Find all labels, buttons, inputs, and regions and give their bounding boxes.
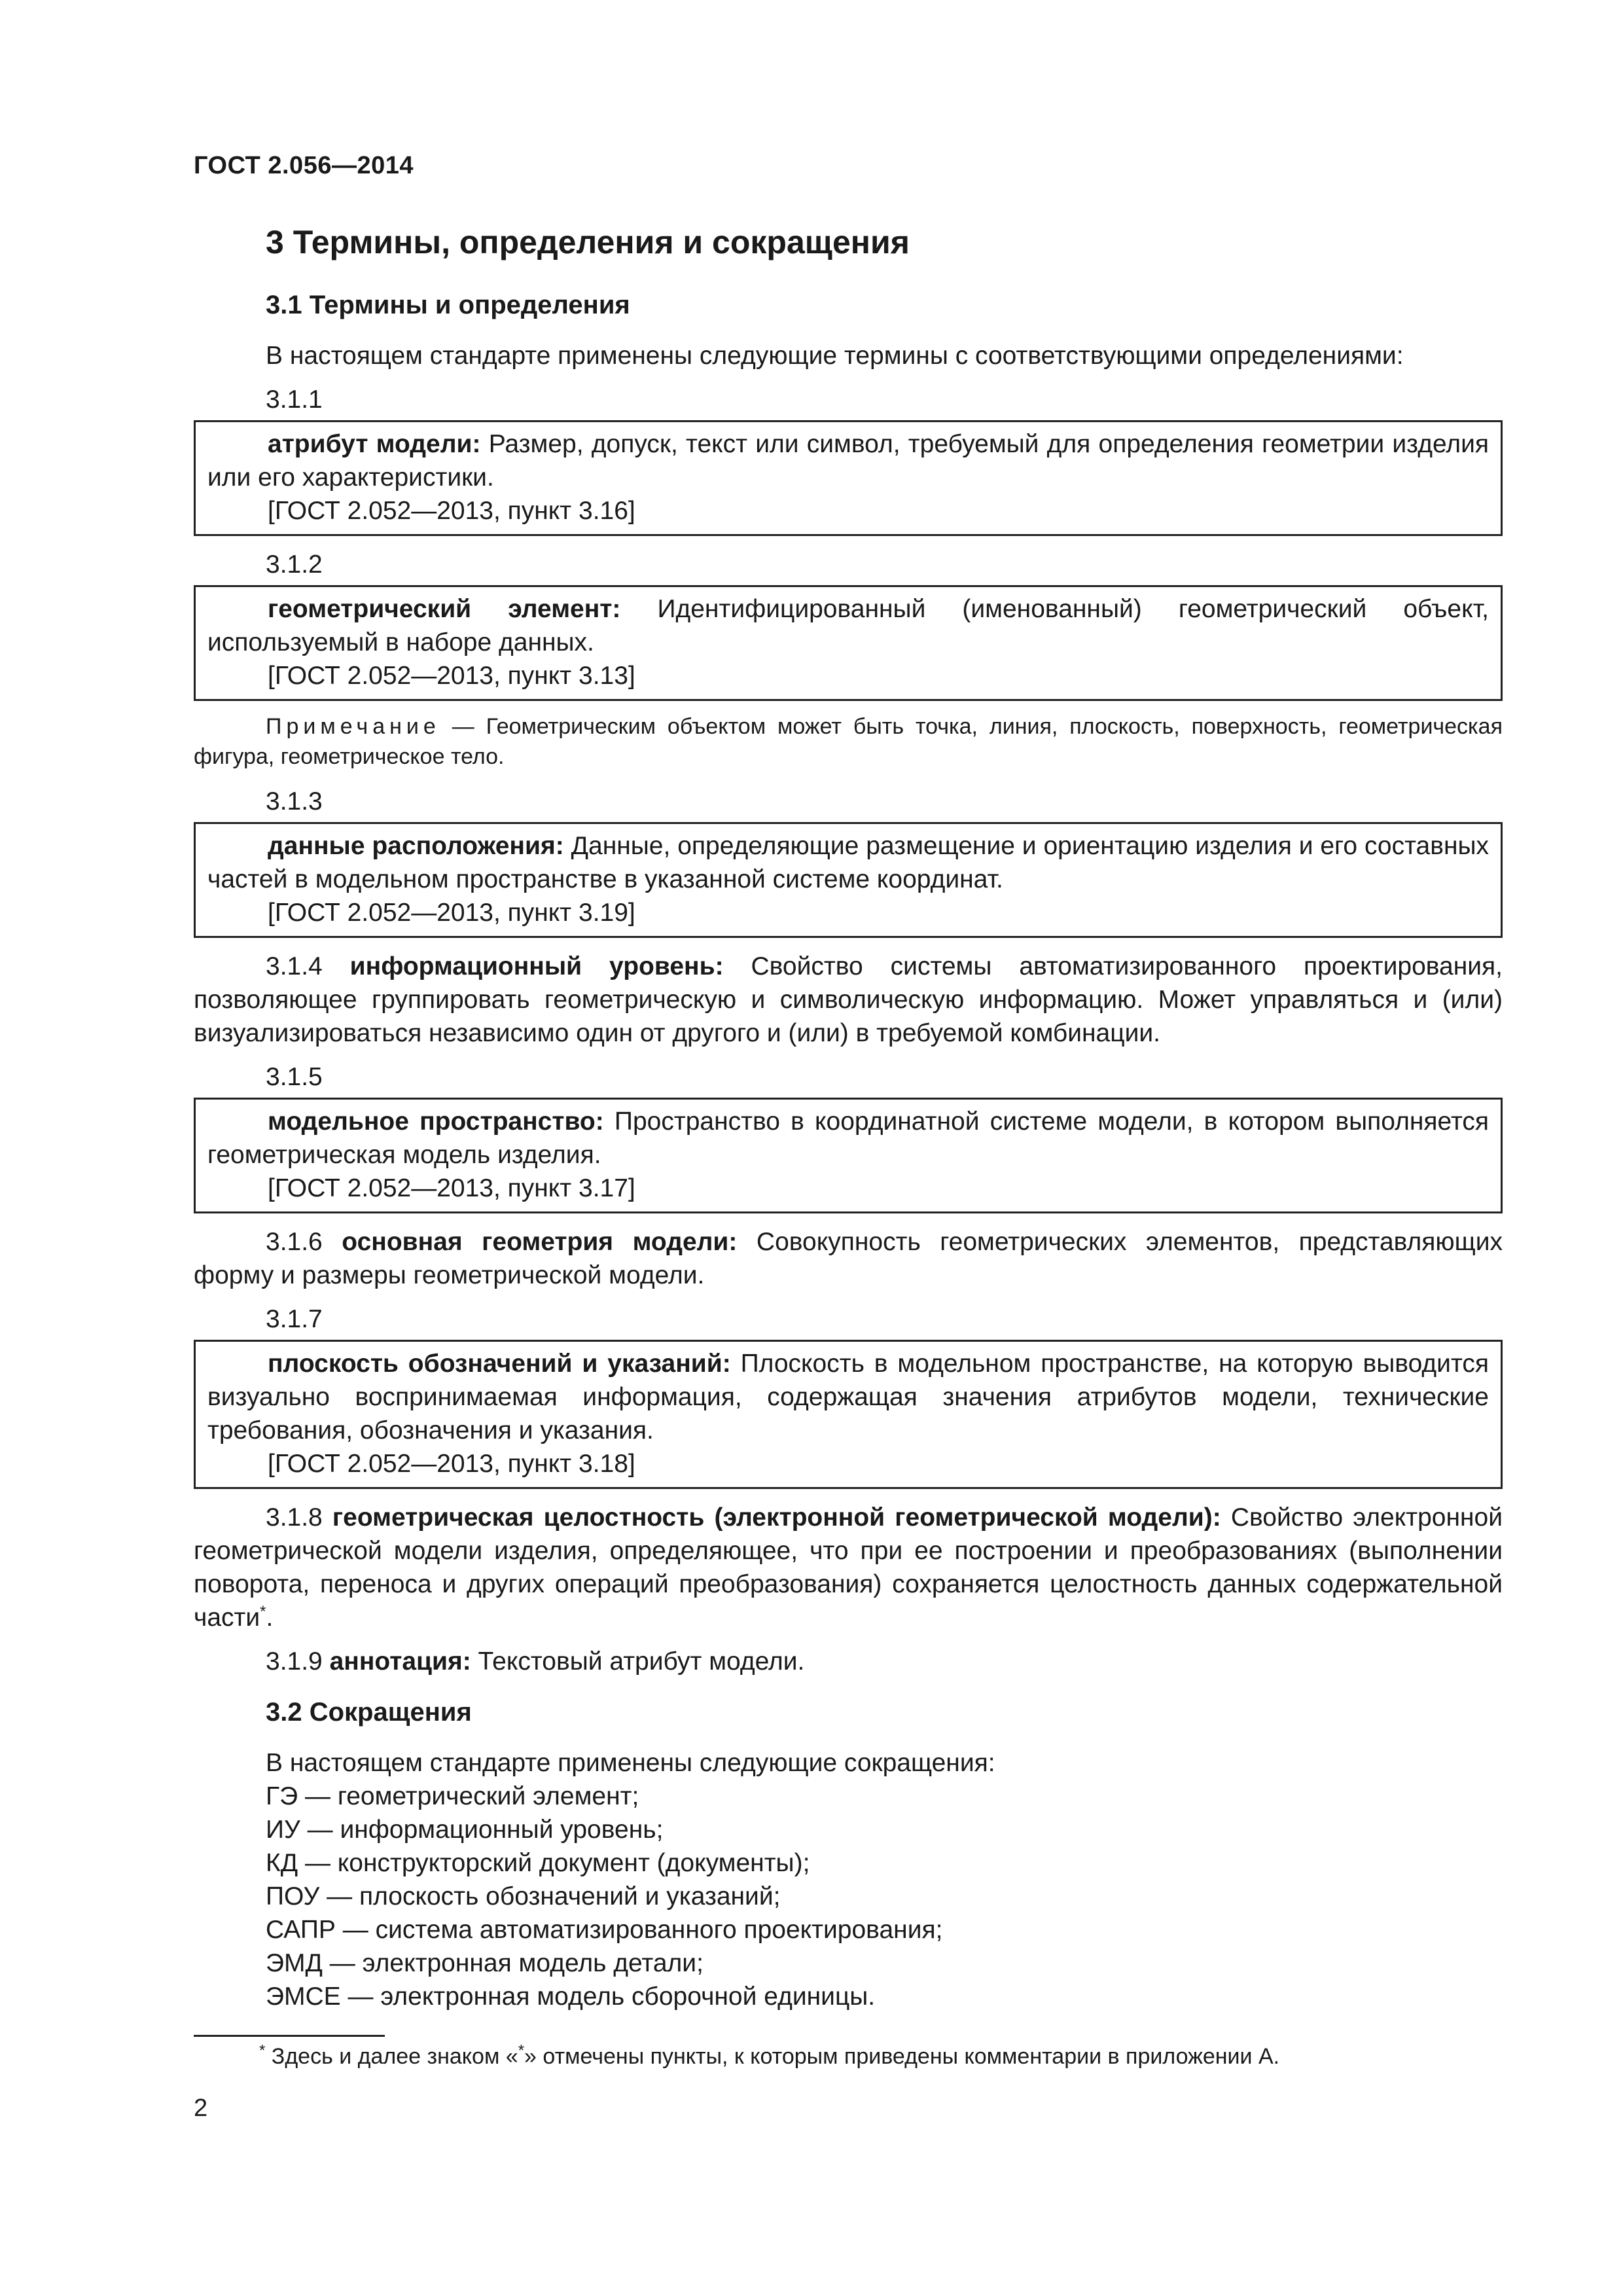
list-item: ЭМД — электронная модель детали;: [266, 1949, 704, 1977]
list-item: САПР — система автоматизированного проектирования;: [266, 1916, 943, 1944]
term-number: 3.1.3: [266, 787, 323, 816]
term-source: [ГОСТ 2.052—2013, пункт 3.16]: [268, 497, 635, 525]
sentence-end: .: [266, 1604, 274, 1632]
document-id-header: ГОСТ 2.056—2014: [194, 152, 414, 179]
term-number: 3.1.2: [266, 550, 323, 579]
term-definition: [207, 592, 1489, 659]
term-text: Идентифицированный (именованный) геометрический объект, используемый в наборе данных.: [207, 595, 1489, 656]
page-number: 2: [194, 2094, 208, 2122]
footnote: [259, 2042, 1279, 2071]
term-box: [194, 585, 1503, 701]
term-name: модельное пространство:: [268, 1107, 604, 1136]
term-name: основная геометрия модели:: [342, 1228, 738, 1256]
note-label: Примечание: [266, 714, 440, 739]
term-name: атрибут модели:: [268, 430, 481, 458]
term-number: 3.1.4: [266, 952, 350, 980]
term-source: [ГОСТ 2.052—2013, пункт 3.17]: [268, 1174, 635, 1202]
term-source: [ГОСТ 2.052—2013, пункт 3.19]: [268, 899, 635, 927]
term-box: [194, 420, 1503, 536]
term-name: аннотация:: [329, 1647, 471, 1676]
term-number: 3.1.5: [266, 1063, 323, 1091]
term-number: 3.1.9: [266, 1647, 330, 1676]
term-name: информационный уровень:: [349, 952, 724, 980]
list-item: ЭМСЕ — электронная модель сборочной единицы.: [266, 1982, 876, 2011]
terms-intro: В настоящем стандарте применены следующие термины с соответствующими определениями:: [266, 342, 1404, 370]
term-paragraph: [194, 1225, 1503, 1292]
term-definition: [207, 829, 1489, 896]
term-number: 3.1.1: [266, 386, 323, 414]
term-text: Данные, определяющие размещение и ориентацию изделия и его составных частей в модельном пространстве в указанной системе координат.: [207, 832, 1489, 893]
note-text: — Геометрическим объектом может быть точка, линия, плоскость, поверхность, геометрическая фигура, геометрическое тело.: [194, 714, 1503, 769]
subsection-title-abbreviations: 3.2 Сокращения: [266, 1698, 472, 1727]
list-item: КД — конструкторский документ (документы);: [266, 1849, 810, 1877]
list-item: ИУ — информационный уровень;: [266, 1816, 664, 1844]
footnote-text-start: Здесь и далее знаком «: [265, 2044, 518, 2069]
subsection-title-terms: 3.1 Термины и определения: [266, 291, 630, 319]
term-number: 3.1.7: [266, 1305, 323, 1333]
term-text: Свойство электронной геометрической модели изделия, определяющее, что при ее построении и преобразованиях (выполнении поворота, переноса и других операций преобразования) сохраняется целостность данных содержательной части: [194, 1503, 1503, 1632]
term-name: данные расположения:: [268, 832, 564, 860]
term-text: Пространство в координатной системе модели, в котором выполняется геометрическая модель изделия.: [207, 1107, 1489, 1169]
term-text: Размер, допуск, текст или символ, требуемый для определения геометрии изделия или его характеристики.: [207, 430, 1489, 492]
note: [194, 711, 1503, 772]
abbreviations-intro: В настоящем стандарте применены следующие сокращения:: [266, 1749, 995, 1777]
term-definition: [207, 1347, 1489, 1447]
term-paragraph: [194, 1501, 1503, 1634]
page-content: [194, 223, 1503, 2013]
footnote-reference[interactable]: *: [260, 1603, 266, 1621]
footnote-mark: *: [259, 2041, 266, 2060]
list-item: ГЭ — геометрический элемент;: [266, 1782, 639, 1810]
term-paragraph: [194, 950, 1503, 1050]
section-title: 3 Термины, определения и сокращения: [266, 224, 910, 260]
term-definition: [207, 1105, 1489, 1172]
footnote-divider: [194, 2035, 385, 2037]
list-item: ПОУ — плоскость обозначений и указаний;: [266, 1882, 781, 1910]
term-text: Свойство системы автоматизированного проектирования, позволяющее группировать геометрическую и символическую информацию. Может управляться и (или) визуализироваться независимо один от другого и (или) в требуемой комбинации.: [194, 952, 1503, 1047]
term-definition: [207, 427, 1489, 494]
abbreviation-list: [266, 1780, 1503, 2013]
term-box: [194, 1098, 1503, 1213]
term-number: 3.1.6: [266, 1228, 342, 1256]
term-box: [194, 1340, 1503, 1489]
term-number: 3.1.8: [266, 1503, 332, 1532]
page: [194, 0, 1503, 2296]
term-source: [ГОСТ 2.052—2013, пункт 3.18]: [268, 1450, 635, 1478]
term-name: плоскость обозначений и указаний:: [268, 1350, 731, 1378]
footnote-inner-mark: *: [518, 2041, 525, 2060]
term-paragraph: [194, 1645, 1503, 1678]
term-name: геометрический элемент:: [268, 595, 621, 623]
term-name: геометрическая целостность (электронной геометрической модели):: [332, 1503, 1221, 1532]
term-source: [ГОСТ 2.052—2013, пункт 3.13]: [268, 662, 635, 690]
term-text: Совокупность геометрических элементов, представляющих форму и размеры геометрической модели.: [194, 1228, 1503, 1289]
term-text: Текстовый атрибут модели.: [471, 1647, 805, 1676]
term-text: Плоскость в модельном пространстве, на которую выводится визуально воспринимаемая информация, содержащая значения атрибутов модели, технические требования, обозначения и указания.: [207, 1350, 1489, 1444]
term-box: [194, 822, 1503, 938]
footnote-text-end: » отмечены пункты, к которым приведены комментарии в приложении А.: [524, 2044, 1280, 2069]
